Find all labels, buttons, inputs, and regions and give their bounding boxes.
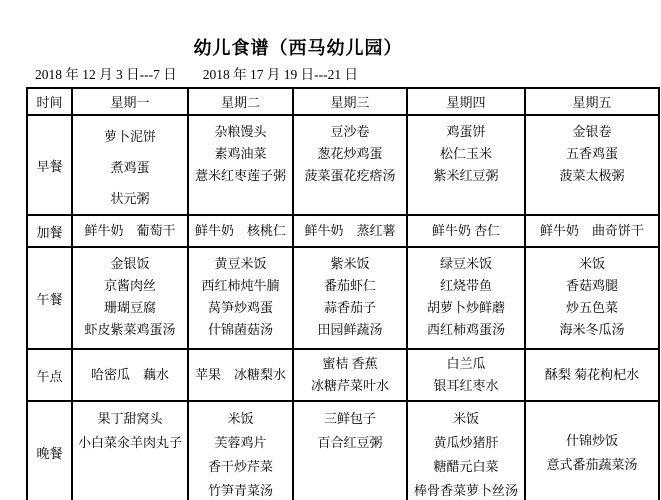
menu-item: 米饭 [227, 411, 254, 426]
menu-cell [407, 215, 525, 247]
menu-cell [407, 115, 525, 215]
row-afternoon-snack [27, 349, 659, 401]
menu-item: 鲜牛奶 杏仁 [431, 223, 501, 238]
menu-cell [188, 349, 293, 401]
menu-item: 胡萝卜炒鲜蘑 [426, 300, 505, 315]
col-header-tuesday: 星期二 [188, 88, 293, 115]
menu-item: 果丁甜窝头 [97, 411, 163, 426]
menu-item: 鲜牛奶 核桃仁 [194, 223, 286, 238]
menu-cell [72, 247, 188, 349]
menu-cell [525, 115, 659, 215]
menu-item: 竹笋青菜汤 [207, 483, 273, 498]
menu-item: 小白菜氽羊肉丸子 [77, 435, 182, 450]
menu-item: 鲜牛奶 曲奇饼干 [539, 223, 644, 238]
row-label-lunch: 午餐 [27, 247, 72, 349]
col-header-thursday: 星期四 [407, 88, 525, 115]
menu-item: 黄豆米饭 [214, 256, 267, 271]
menu-cell [525, 349, 659, 401]
menu-cell [72, 215, 188, 247]
menu-table [26, 87, 660, 500]
menu-item: 鲜牛奶 葡萄干 [84, 223, 176, 238]
menu-cell [293, 215, 407, 247]
menu-cell [188, 215, 293, 247]
menu-item: 煮鸡蛋 [110, 160, 150, 175]
date-range-week1: 2018 年 12 月 3 日---7 日 [35, 67, 177, 82]
menu-item: 素鸡油菜 [214, 146, 267, 161]
menu-item: 珊瑚豆腐 [103, 300, 156, 315]
menu-item: 棒骨香菜萝卜丝汤 [413, 483, 518, 498]
row-label-morning-snack: 加餐 [27, 215, 72, 247]
menu-cell [188, 115, 293, 215]
menu-cell [188, 247, 293, 349]
menu-item: 芙蓉鸡片 [214, 435, 267, 450]
menu-item: 番茄虾仁 [323, 278, 376, 293]
menu-item: 京酱肉丝 [103, 278, 156, 293]
menu-item: 三鲜包子 [323, 411, 376, 426]
menu-item: 银耳红枣水 [433, 378, 499, 393]
menu-item: 什锦炒饭 [565, 432, 618, 448]
menu-item: 五香鸡蛋 [565, 146, 618, 161]
menu-item: 萝卜泥饼 [103, 129, 156, 144]
menu-item: 黄瓜炒猪肝 [433, 435, 499, 450]
menu-item: 蒜香茄子 [323, 300, 376, 315]
menu-item: 米饭 [578, 256, 605, 271]
menu-cell [293, 401, 407, 500]
date-range-week2: 2018 年 17 月 19 日---21 日 [202, 67, 358, 82]
menu-item: 紫米红豆粥 [433, 168, 499, 183]
menu-item: 鸡蛋饼 [446, 124, 486, 139]
menu-item: 金银饭 [110, 256, 150, 271]
menu-item: 鲜牛奶 蒸红薯 [304, 223, 396, 238]
menu-item: 米饭 [452, 411, 479, 426]
menu-cell [525, 401, 659, 500]
menu-item: 松仁玉米 [439, 146, 492, 161]
menu-cell [188, 401, 293, 500]
row-breakfast [27, 115, 659, 215]
menu-item: 白兰瓜 [446, 356, 486, 371]
menu-item: 哈密瓜 藕水 [90, 367, 169, 382]
row-label-breakfast: 早餐 [27, 115, 72, 215]
menu-item: 苹果 冰糖梨水 [194, 367, 286, 382]
menu-item: 菠菜蛋花疙瘩汤 [304, 168, 396, 183]
menu-item: 薏米红枣莲子粥 [194, 168, 286, 183]
menu-item: 意式番茄蔬菜汤 [546, 456, 638, 472]
menu-cell [72, 401, 188, 500]
menu-item: 香干炒芹菜 [207, 459, 273, 474]
menu-item: 糖醋元白菜 [433, 459, 499, 474]
menu-cell [72, 115, 188, 215]
menu-item: 紫米饭 [330, 256, 370, 271]
menu-item: 什锦菌菇汤 [207, 322, 273, 337]
menu-item: 海米冬瓜汤 [559, 322, 625, 337]
menu-item: 金银卷 [572, 124, 612, 139]
row-label-dinner: 晚餐 [27, 401, 72, 500]
col-header-monday: 星期一 [72, 88, 188, 115]
menu-item: 酥梨 菊花枸杞水 [544, 367, 640, 382]
menu-cell [407, 401, 525, 500]
menu-item: 红烧带鱼 [439, 278, 492, 293]
menu-cell [72, 349, 188, 401]
menu-item: 莴笋炒鸡蛋 [207, 300, 273, 315]
menu-item: 蜜桔 香蕉 [322, 356, 378, 371]
menu-item: 西红柿炖牛腩 [201, 278, 280, 293]
menu-item: 炒五色菜 [565, 300, 618, 315]
row-dinner [27, 401, 659, 500]
col-header-time: 时间 [27, 88, 72, 115]
menu-item: 西红柿鸡蛋汤 [426, 322, 505, 337]
menu-cell [407, 247, 525, 349]
menu-cell [293, 247, 407, 349]
menu-cell [293, 349, 407, 401]
row-label-afternoon-snack: 午点 [27, 349, 72, 401]
menu-cell [525, 247, 659, 349]
menu-item: 葱花炒鸡蛋 [317, 146, 383, 161]
date-line [35, 63, 358, 83]
col-header-wednesday: 星期三 [293, 88, 407, 115]
menu-item: 百合红豆粥 [317, 435, 383, 450]
menu-item: 菠菜太极粥 [559, 168, 625, 183]
menu-item: 绿豆米饭 [439, 256, 492, 271]
page-title: 幼儿食谱（西马幼儿园） [193, 38, 403, 58]
menu-item: 豆沙卷 [330, 124, 370, 139]
header-row [27, 88, 659, 115]
menu-item: 冰糖芹菜叶水 [310, 378, 389, 393]
menu-cell [293, 115, 407, 215]
col-header-friday: 星期五 [525, 88, 659, 115]
menu-item: 杂粮馒头 [214, 124, 267, 139]
menu-item: 香菇鸡腿 [565, 278, 618, 293]
menu-cell [525, 215, 659, 247]
row-lunch [27, 247, 659, 349]
row-morning-snack [27, 215, 659, 247]
menu-item: 田园鲜蔬汤 [317, 322, 383, 337]
menu-item: 状元粥 [110, 191, 150, 206]
menu-item: 虾皮紫菜鸡蛋汤 [84, 322, 176, 337]
menu-cell [407, 349, 525, 401]
